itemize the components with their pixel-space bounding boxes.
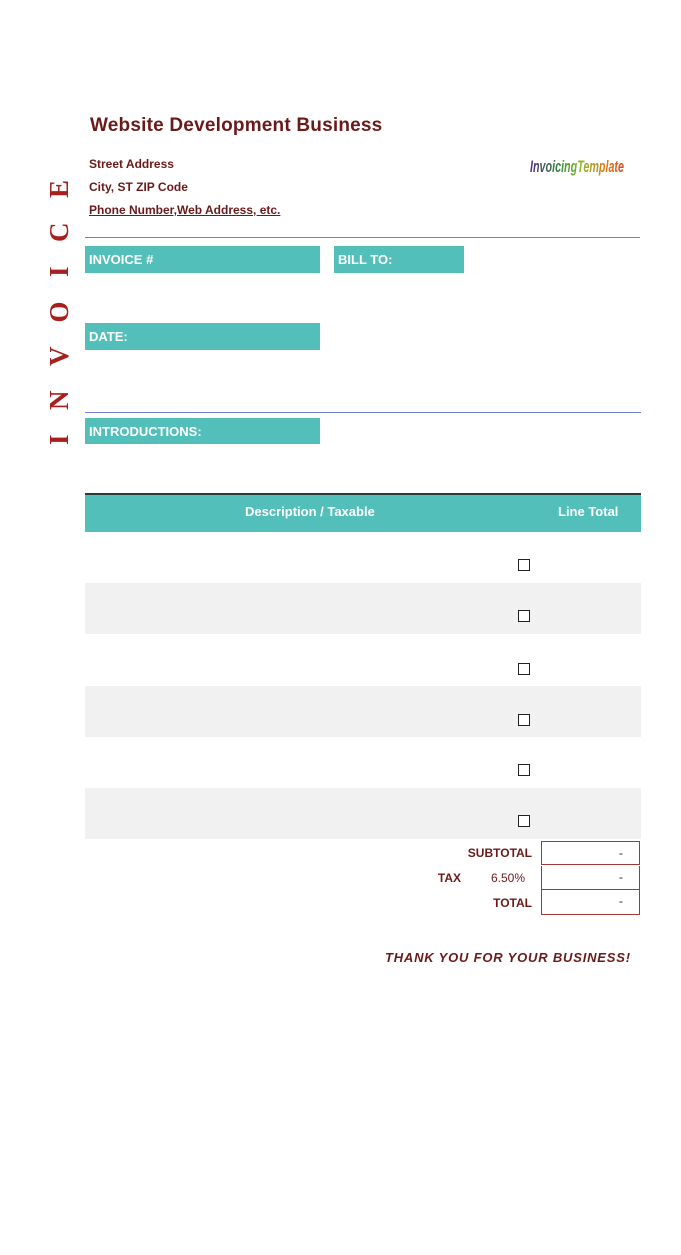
svg-text:INVOICE: INVOICE [44,180,74,445]
tax-value: - [541,866,640,890]
items-table-header [85,493,641,532]
taxable-checkbox[interactable] [518,714,530,726]
subtotal-label: SUBTOTAL [467,846,532,860]
invoice-number-label: INVOICE # [85,246,320,273]
table-row [85,532,641,583]
tax-rate: 6.50% [491,871,526,885]
subtotal-value: - [541,841,640,865]
total-label: TOTAL [493,896,532,910]
table-row [85,737,641,788]
taxable-checkbox[interactable] [518,764,530,776]
table-row [85,788,641,839]
city-state-zip: City, ST ZIP Code [89,180,188,194]
taxable-checkbox[interactable] [518,815,530,827]
business-name: Website Development Business [90,115,383,136]
description-column-header: Description / Taxable [245,504,375,519]
bill-to-label: BILL TO: [334,246,464,273]
divider-middle [85,412,641,413]
divider-top [85,237,640,238]
contact-info: Phone Number,Web Address, etc. [89,203,281,217]
invoice-vertical-title [44,175,76,450]
taxable-checkbox[interactable] [518,663,530,675]
tax-label: TAX [437,871,461,885]
introductions-label: INTRODUCTIONS: [85,418,320,444]
table-row [85,583,641,634]
street-address: Street Address [89,157,174,171]
line-total-column-header: Line Total [558,504,619,519]
table-row [85,686,641,737]
total-value: - [541,890,640,915]
svg-text:InvoicingTemplate: InvoicingTemplate [530,157,624,176]
thank-you-message: THANK YOU FOR YOUR BUSINESS! [385,950,631,965]
taxable-checkbox[interactable] [518,559,530,571]
invoicing-template-logo [530,148,630,184]
taxable-checkbox[interactable] [518,610,530,622]
table-row [85,634,641,685]
date-label: DATE: [85,323,320,350]
